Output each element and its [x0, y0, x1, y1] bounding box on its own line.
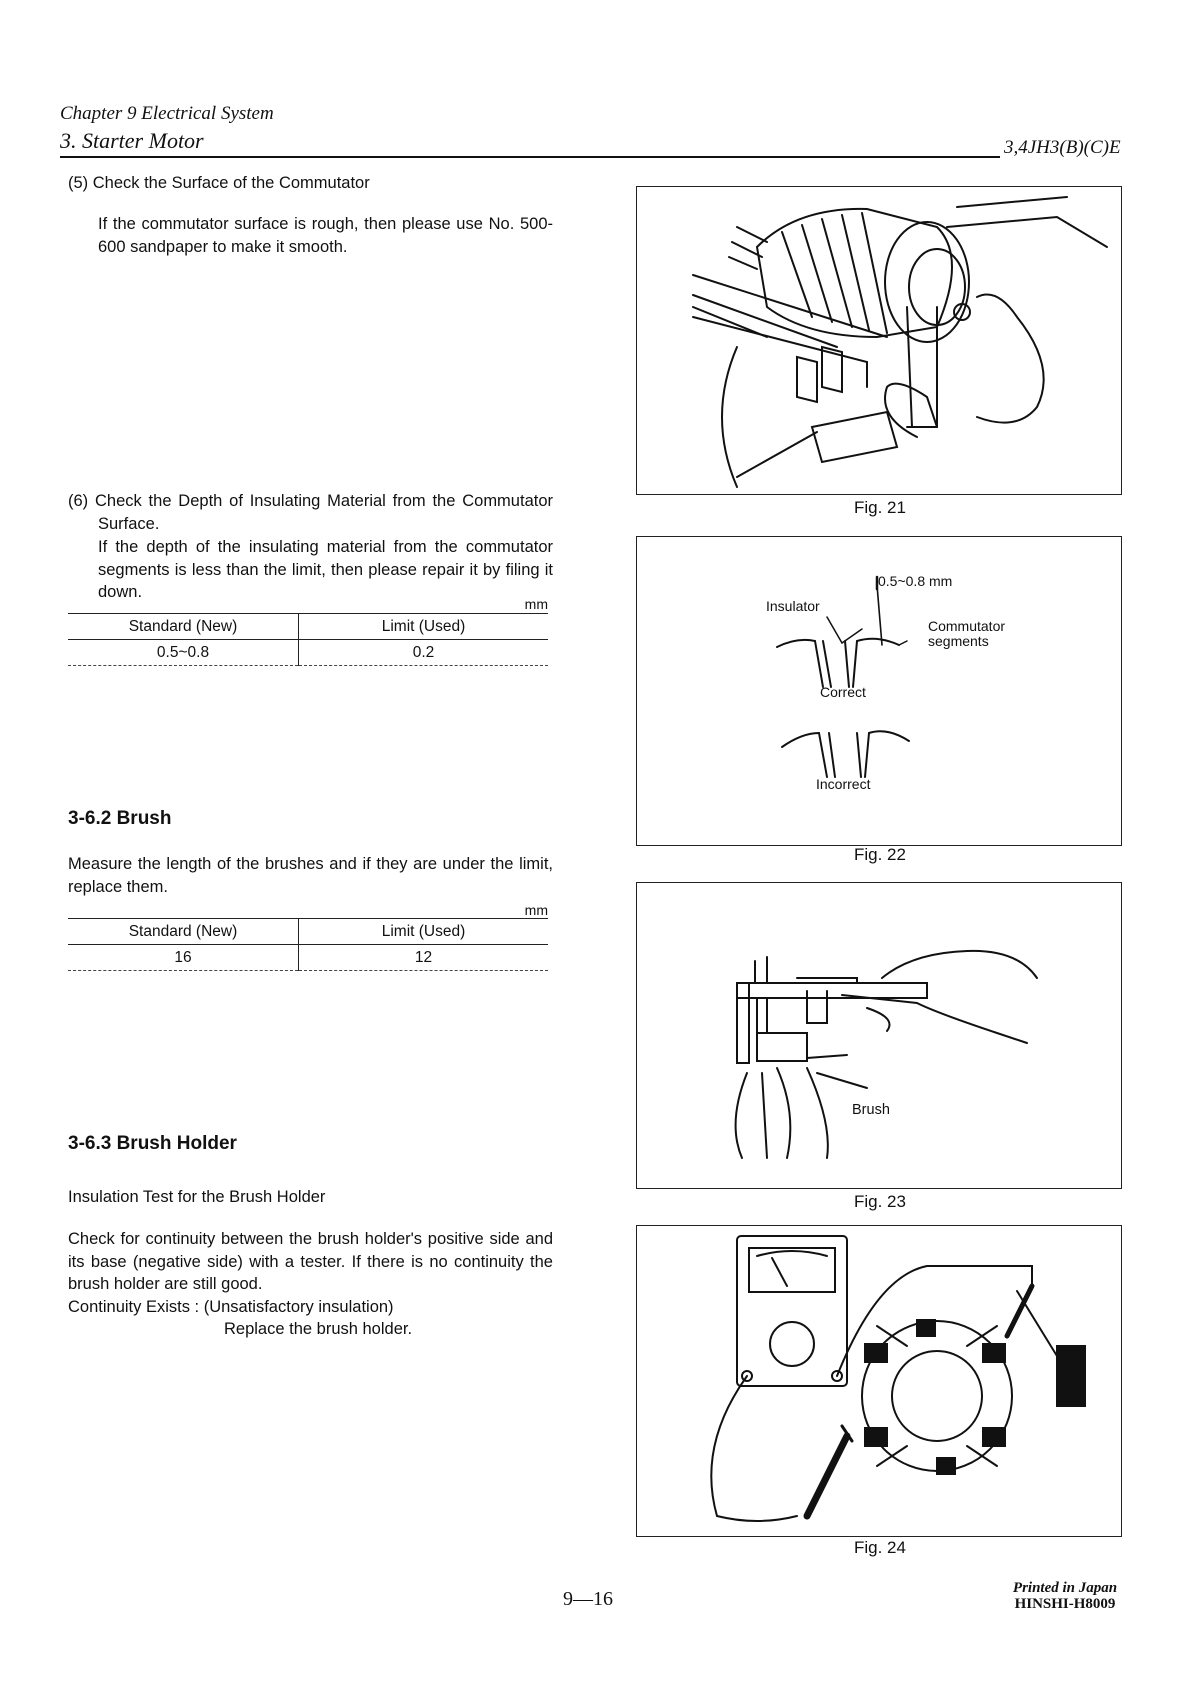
commutator-label-line2: segments [928, 633, 989, 649]
brush-holder-body: Check for continuity between the brush holder's positive side and its base (negative side) with a tester. If there is no continuity the brush holder are still good. [68, 1230, 553, 1293]
figure-21-caption: Fig. 21 [854, 498, 906, 517]
table-header-limit: Limit (Used) [299, 919, 549, 945]
page-number: 9—16 [563, 1588, 613, 1610]
table-cell-standard: 16 [68, 945, 299, 971]
printed-in-japan: Printed in Japan [1012, 1580, 1118, 1596]
table-header-limit: Limit (Used) [299, 614, 549, 640]
figure-23-caption: Fig. 23 [854, 1192, 906, 1211]
brush-holder-subheading: Insulation Test for the Brush Holder [68, 1188, 326, 1206]
continuity-line: Continuity Exists : (Unsatisfactory insulation) [68, 1298, 394, 1316]
figure-21-commutator-sanding [636, 186, 1122, 495]
replace-line: Replace the brush holder. [224, 1320, 413, 1338]
figure-24-insulation-test [636, 1225, 1122, 1537]
depth-label: 0.5~0.8 mm [878, 573, 953, 589]
document-code: HINSHI-H8009 [1014, 1596, 1116, 1612]
commutator-label-line1: Commutator [928, 618, 1006, 634]
item6-body: If the depth of the insulating material from the commutator segments is less than the limit, then please repair it by filing it down. [98, 538, 553, 601]
figure-22-caption: Fig. 22 [854, 845, 906, 864]
section-title: 3. Starter Motor [60, 128, 204, 153]
table-cell-limit: 0.2 [299, 640, 549, 666]
model-code: 3,4JH3(B)(C)E [1004, 137, 1121, 158]
header-rule [60, 156, 1000, 158]
table-header-standard: Standard (New) [68, 614, 299, 640]
brush-holder-heading: 3-6.3 Brush Holder [68, 1133, 237, 1154]
table-header-standard: Standard (New) [68, 919, 299, 945]
item5-body: If the commutator surface is rough, then please use No. 500-600 sandpaper to make it smooth. [98, 215, 553, 256]
table-cell-standard: 0.5~0.8 [68, 640, 299, 666]
brush-label: Brush [852, 1102, 890, 1118]
figure-24-caption: Fig. 24 [854, 1538, 906, 1557]
item6-title: (6) Check the Depth of Insulating Material from the Commutator Surface. [68, 492, 553, 533]
printed-info [1000, 1580, 1130, 1612]
brush-heading: 3-6.2 Brush [68, 808, 172, 829]
item5-title: (5) Check the Surface of the Commutator [68, 174, 370, 192]
insulator-label: Insulator [766, 598, 820, 614]
chapter-title: Chapter 9 Electrical System [60, 103, 274, 124]
table-cell-limit: 12 [299, 945, 549, 971]
brush-spec-table [68, 918, 548, 971]
correct-label: Correct [820, 684, 866, 700]
figure-23-brush-measurement [636, 882, 1122, 1189]
item6-unit: mm [524, 596, 548, 612]
incorrect-label: Incorrect [816, 776, 871, 792]
brush-body: Measure the length of the brushes and if they are under the limit, replace them. [68, 855, 553, 896]
brush-unit: mm [524, 902, 548, 918]
depth-spec-table [68, 613, 548, 666]
